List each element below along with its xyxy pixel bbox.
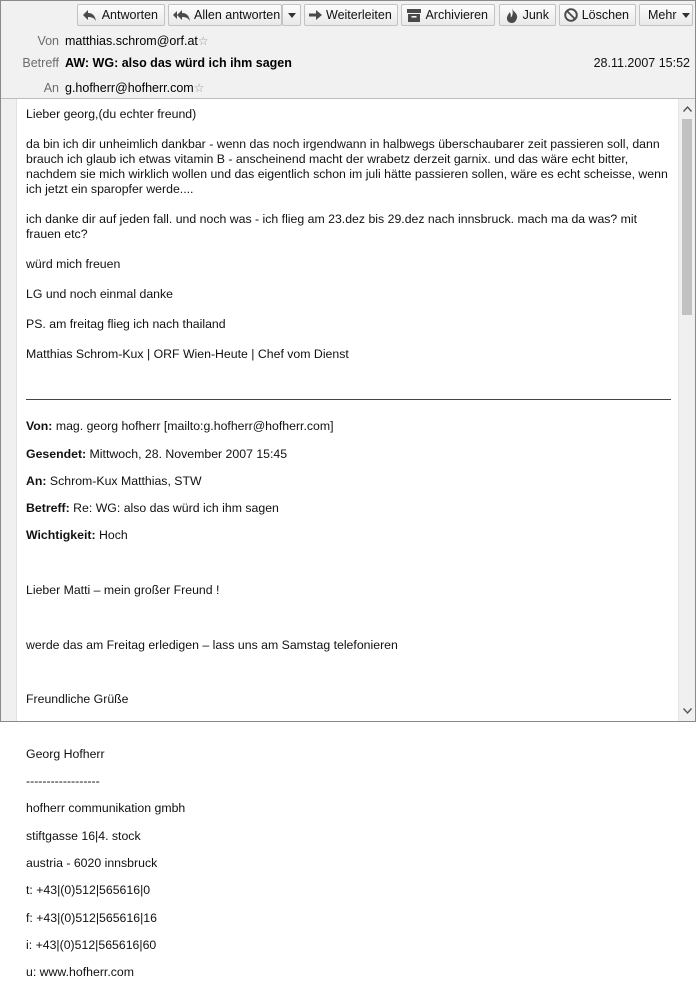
from-row <box>1 32 695 50</box>
archive-icon <box>406 7 422 23</box>
paragraph: PS. am freitag flieg ich nach thailand <box>26 317 226 331</box>
quoted-importance-value: Hoch <box>95 528 128 543</box>
quoted-sent <box>26 447 674 462</box>
quote-separator <box>26 399 671 400</box>
reply-button[interactable] <box>77 4 165 26</box>
website-link[interactable]: u: www.hofherr.com <box>26 965 134 980</box>
fax-number: f: +43|(0)512|565616|16 <box>26 910 157 925</box>
reply-icon <box>82 7 99 23</box>
quoted-message <box>26 407 674 993</box>
paragraph: LG und noch einmal danke <box>26 287 173 301</box>
star-icon[interactable]: ☆ <box>197 34 209 48</box>
to-field[interactable] <box>65 79 205 97</box>
left-margin <box>1 99 17 721</box>
star-icon[interactable]: ☆ <box>193 81 205 95</box>
more-label: Mehr <box>648 8 677 22</box>
delete-label: Löschen <box>581 8 629 22</box>
quoted-from-label: Von: <box>26 419 53 434</box>
toolbar <box>1 4 695 28</box>
scroll-up-button[interactable] <box>679 101 695 117</box>
paragraph: ich danke dir auf jeden fall. und noch was - ich flieg am 23.dez bis 29.dez nach innsbruck. mach ma da was? mit frauen etc? <box>26 212 638 241</box>
forward-label: Weiterleiten <box>326 8 392 22</box>
chevron-down-icon <box>682 13 690 18</box>
quoted-to-label: An: <box>26 473 47 488</box>
reply-all-label: Allen antworten <box>194 8 281 22</box>
from-label: Von <box>37 34 59 48</box>
quoted-greeting: Lieber Matti – mein großer Freund ! <box>26 583 220 598</box>
signature: Matthias Schrom-Kux | ORF Wien-Heute | Chef vom Dienst <box>26 347 349 361</box>
quoted-sent-value: Mittwoch, 28. November 2007 15:45 <box>86 446 288 461</box>
quoted-subject <box>26 501 674 516</box>
to-address[interactable]: g.hofherr@hofherr.com <box>65 81 194 95</box>
address-street: stiftgasse 16|4. stock <box>26 828 141 843</box>
forward-button[interactable] <box>304 4 398 26</box>
phone-number: t: +43|(0)512|565616|0 <box>26 883 151 898</box>
paragraph: da bin ich dir unheimlich dankbar - wenn das noch irgendwann in halbwegs überschaubarer zeit passieren soll, dann brauch ich glaub ich etwas vitamin B - anscheinend macht der wrabetz derzeit garnix. und das wäre echt bitter, nachdem sie mich wirklich wollen und das eigentlich schon im juli hätte passieren sollen, wäre es echt scheisse, wenn ich jetzt ein sparopfer werde.... <box>26 137 668 196</box>
junk-button[interactable] <box>499 4 556 26</box>
junk-label: Junk <box>522 8 549 22</box>
from-address[interactable]: matthias.schrom@orf.at <box>65 34 198 48</box>
from-field[interactable] <box>65 32 209 50</box>
quoted-name: Georg Hofherr <box>26 746 105 761</box>
address-city: austria - 6020 innsbruck <box>26 856 158 871</box>
greeting: Lieber georg,(du echter freund) <box>26 107 197 121</box>
quoted-to-value: Schrom-Kux Matthias, STW <box>46 473 202 488</box>
message-body <box>1 99 695 980</box>
quoted-subject-label: Betreff: <box>26 501 70 516</box>
chevron-up-icon <box>683 106 692 112</box>
quoted-paragraph: werde das am Freitag erledigen – lass uns am Samstag telefonieren <box>26 637 398 652</box>
message-text <box>26 107 674 362</box>
reply-label: Antworten <box>101 8 158 22</box>
chevron-down-icon <box>288 13 296 18</box>
quoted-from-value: mag. georg hofherr [mailto:g.hofherr@hofherr.com] <box>52 419 334 434</box>
more-button[interactable] <box>639 4 693 26</box>
delete-icon <box>564 7 579 23</box>
subject-value: AW: WG: also das würd ich ihm sagen <box>65 56 292 70</box>
archive-label: Archivieren <box>425 8 488 22</box>
chevron-down-icon <box>683 708 692 714</box>
quoted-from <box>26 419 674 434</box>
delete-button[interactable] <box>559 4 636 26</box>
subject-label: Betreff <box>22 56 59 70</box>
vertical-scrollbar[interactable] <box>678 99 695 721</box>
quoted-subject-value: Re: WG: also das würd ich ihm sagen <box>69 501 279 516</box>
reply-all-dropdown[interactable] <box>282 4 301 26</box>
quoted-importance-label: Wichtigkeit: <box>26 528 96 543</box>
scroll-down-button[interactable] <box>679 703 695 719</box>
reply-all-button[interactable] <box>168 4 282 26</box>
signature-separator: ------------------ <box>26 774 100 789</box>
paragraph: würd mich freuen <box>26 257 121 271</box>
to-label: An <box>43 81 59 95</box>
scrollbar-thumb[interactable] <box>682 119 692 315</box>
to-row <box>1 79 695 97</box>
company-name: hofherr communikation gmbh <box>26 801 186 816</box>
quoted-importance <box>26 528 674 543</box>
flame-icon <box>504 7 520 23</box>
subject-row <box>1 54 695 72</box>
reply-all-icon <box>173 7 191 23</box>
message-header <box>1 1 695 98</box>
forward-icon <box>309 7 323 23</box>
quoted-closing: Freundliche Grüße <box>26 692 129 707</box>
quoted-sent-label: Gesendet: <box>26 446 87 461</box>
quoted-to <box>26 474 674 489</box>
message-date: 28.11.2007 15:52 <box>593 56 690 70</box>
info-number: i: +43|(0)512|565616|60 <box>26 937 157 952</box>
archive-button[interactable] <box>401 4 495 26</box>
